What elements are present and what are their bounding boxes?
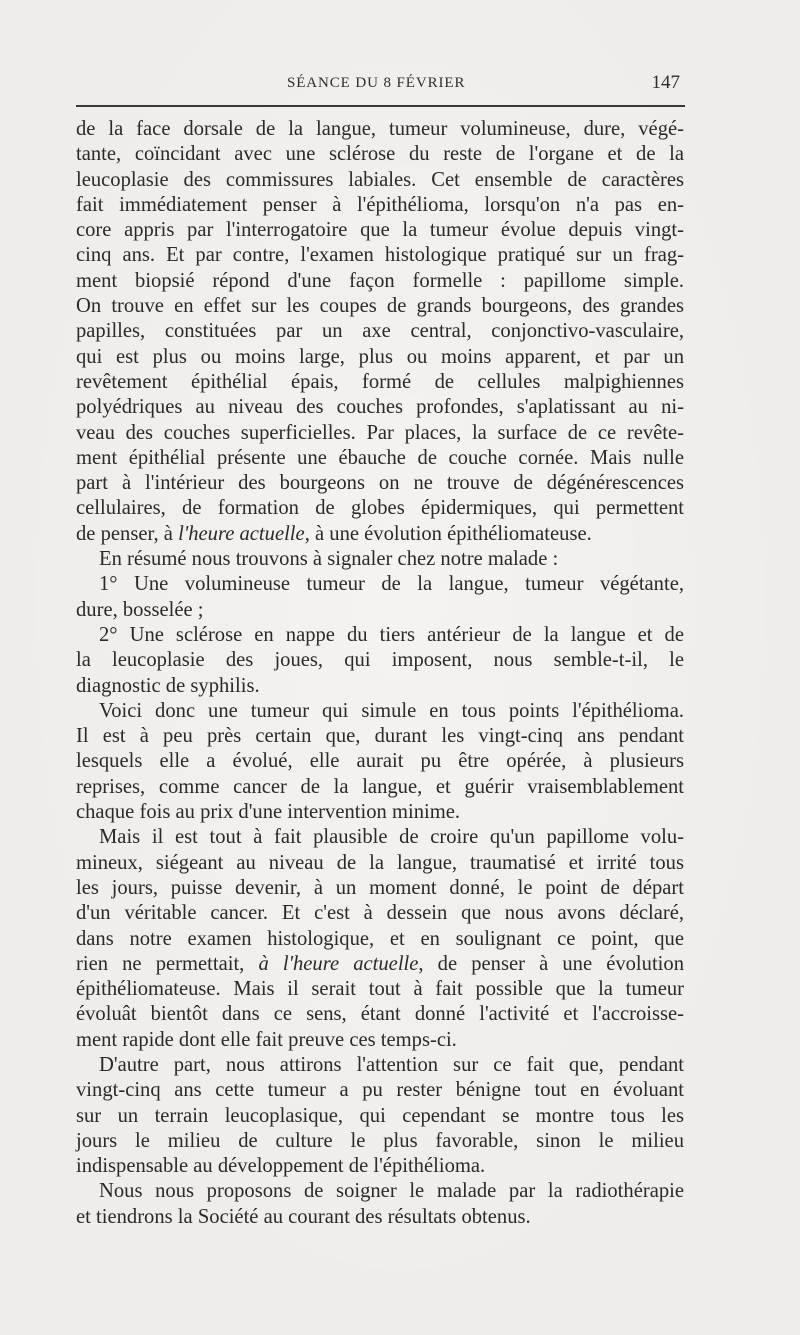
text-line: On trouve en effet sur les coupes de grands bourgeons, des grandes bbox=[76, 295, 684, 318]
text-line: lesquels elle a évolué, elle aurait pu être opérée, à plusieurs bbox=[76, 750, 684, 773]
header-rule bbox=[76, 105, 685, 107]
text-line: leucoplasie des commissures labiales. Cet ensemble de caractères bbox=[76, 168, 684, 191]
text-line: chaque fois au prix d'une intervention minime. bbox=[76, 801, 461, 824]
text-line: papilles, constituées par un axe central, conjonctivo-vasculaire, bbox=[76, 320, 684, 343]
text-line: D'autre part, nous attirons l'attention sur ce fait que, pendant bbox=[99, 1053, 684, 1076]
text-line: cellulaires, de formation de globes épidermiques, qui permettent bbox=[76, 497, 684, 520]
text-line: d'un véritable cancer. Et c'est à dessein que nous avons déclaré, bbox=[76, 902, 684, 925]
text-line: revêtement épithélial épais, formé de cellules malpighiennes bbox=[76, 370, 684, 393]
text-line: part à l'intérieur des bourgeons on ne trouve de dégénérescences bbox=[76, 472, 684, 495]
text-line bbox=[76, 522, 684, 547]
text-line: polyédriques au niveau des couches profondes, s'aplatissant au ni- bbox=[76, 396, 684, 419]
text-line: ment rapide dont elle fait preuve ces temps-ci. bbox=[76, 1028, 457, 1051]
text-line: évoluât bientôt dans ce sens, étant donné l'activité et l'accroisse- bbox=[76, 1003, 684, 1026]
text-line: et tiendrons la Société au courant des résultats obtenus. bbox=[76, 1205, 531, 1228]
text-line: les jours, puisse devenir, à un moment donné, le point de départ bbox=[76, 876, 684, 899]
text-line: Voici donc une tumeur qui simule en tous points l'épithélioma. bbox=[99, 699, 684, 722]
text-line: Mais il est tout à fait plausible de croire qu'un papillome volu- bbox=[99, 826, 684, 849]
text-line: mineux, siégeant au niveau de la langue, traumatisé et irrité tous bbox=[76, 851, 684, 874]
text-line: En résumé nous trouvons à signaler chez notre malade : bbox=[99, 548, 559, 571]
text-fragment: , de penser à une évolution bbox=[418, 952, 684, 975]
text-line: qui est plus ou moins large, plus ou moins apparent, et par un bbox=[76, 345, 684, 368]
text-line: vingt-cinq ans cette tumeur a pu rester bénigne tout en évoluant bbox=[76, 1079, 684, 1102]
text-line: 2° Une sclérose en nappe du tiers antérieur de la langue et de bbox=[99, 623, 684, 646]
text-line: diagnostic de syphilis. bbox=[76, 674, 260, 697]
italic-phrase: à l'heure actuelle bbox=[258, 952, 419, 975]
italic-phrase: l'heure actuelle bbox=[178, 522, 305, 545]
text-line: cinq ans. Et par contre, l'examen histologique pratiqué sur un frag- bbox=[76, 244, 684, 267]
text-line: tante, coïncidant avec une sclérose du reste de l'organe et de la bbox=[76, 143, 684, 166]
text-line: la leucoplasie des joues, qui imposent, nous semble-t-il, le bbox=[76, 649, 684, 672]
text-line: épithéliomateuse. Mais il serait tout à fait possible que la tumeur bbox=[76, 978, 684, 1001]
text-line: ment biopsié répond d'une façon formelle : papillome simple. bbox=[76, 269, 684, 292]
text-line: fait immédiatement penser à l'épithélioma, lorsqu'on n'a pas en- bbox=[76, 193, 684, 216]
text-fragment: , à une évolution épithéliomateuse. bbox=[304, 522, 592, 545]
text-line: jours le milieu de culture le plus favorable, sinon le milieu bbox=[76, 1129, 684, 1152]
text-fragment: rien ne permettait, bbox=[76, 952, 259, 975]
text-line: 1° Une volumineuse tumeur de la langue, tumeur végétante, bbox=[99, 573, 684, 596]
text-line: reprises, comme cancer de la langue, et guérir vraisemblablement bbox=[76, 775, 684, 798]
page-header bbox=[76, 70, 684, 100]
text-line: de la face dorsale de la langue, tumeur volumineuse, dure, végé- bbox=[76, 118, 684, 140]
text-line: dure, bosselée ; bbox=[76, 598, 204, 621]
text-line bbox=[76, 952, 684, 977]
body-text bbox=[76, 117, 684, 1230]
page-number: 147 bbox=[651, 72, 680, 93]
running-title: SÉANCE DU 8 FÉVRIER bbox=[287, 75, 466, 91]
text-line: core appris par l'interrogatoire que la tumeur évolue depuis vingt- bbox=[76, 219, 684, 242]
text-line: Nous nous proposons de soigner le malade par la radiothérapie bbox=[99, 1180, 684, 1203]
text-line: indispensable au développement de l'épithélioma. bbox=[76, 1155, 486, 1178]
text-line: sur un terrain leucoplasique, qui cependant se montre tous les bbox=[76, 1104, 684, 1127]
text-line: dans notre examen histologique, et en soulignant ce point, que bbox=[76, 927, 684, 950]
text-line: ment épithélial présente une ébauche de couche cornée. Mais nulle bbox=[76, 446, 684, 469]
text-line: Il est à peu près certain que, durant les vingt-cinq ans pendant bbox=[76, 725, 684, 748]
text-fragment: de penser, à bbox=[76, 522, 179, 545]
text-line: veau des couches superficielles. Par places, la surface de ce revête- bbox=[76, 421, 684, 444]
